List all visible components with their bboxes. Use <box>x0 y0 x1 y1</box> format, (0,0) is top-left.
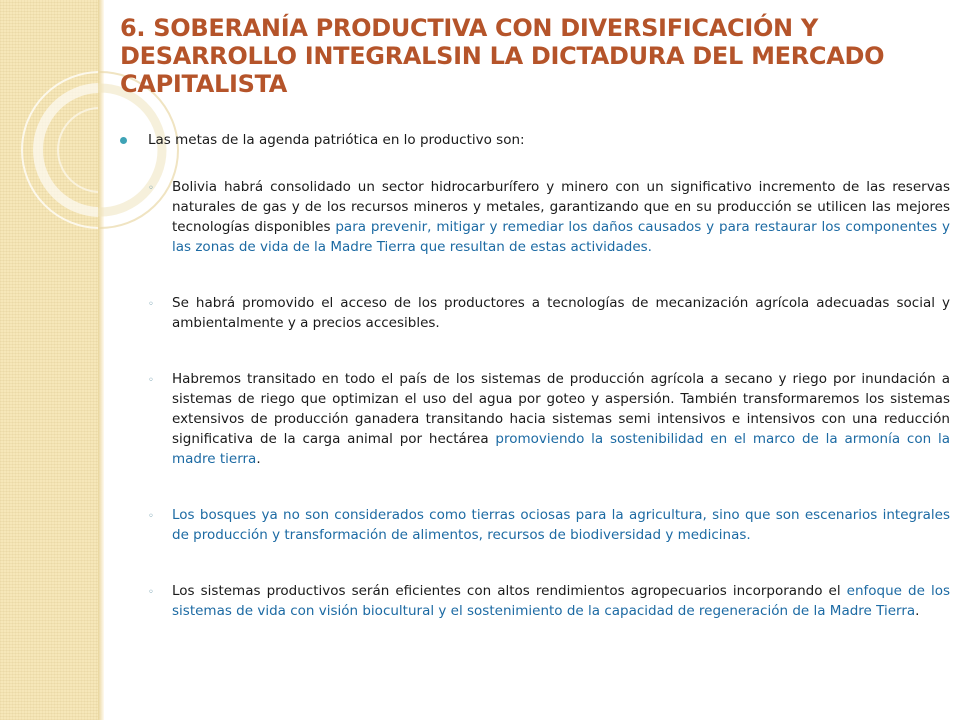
ring-bullet-icon: ◦ <box>148 375 154 386</box>
item-highlight: Los bosques ya no son considerados como tierras ociosas para la agricultura, sino que son escenarios integrales de producción y transformación de alimentos, recursos de biodiversidad y medicinas. <box>172 507 950 543</box>
slide-body <box>118 130 950 621</box>
list-item <box>118 177 950 257</box>
ring-bullet-icon: ◦ <box>148 183 154 194</box>
bullet-dot-icon <box>120 137 127 144</box>
item-text: Se habrá promovido el acceso de los productores a tecnologías de mecanización agrícola adecuadas social y ambientalmente y a precios accesibles. <box>172 295 950 331</box>
item-tail: . <box>915 603 920 619</box>
intro-bullet <box>118 130 950 150</box>
item-text: Habremos transitado en todo el país de los sistemas de producción agrícola a secano y riego por inundación a sistemas de riego que optimizan el uso del agua por goteo y aspersión. También transformaremos los sistemas extensivos de producción ganadera transitando hacia sistemas semi intensivos e intensivos con una reducción significativa de la carga animal por hectárea <box>172 371 950 447</box>
item-text: Bolivia habrá consolidado un sector hidrocarburífero y minero con un significativo incremento de las reservas naturales de gas y de los recursos mineros y metales, garantizando que en su producción se utilicen las mejores tecnologías disponibles <box>172 179 950 235</box>
ring-bullet-icon: ◦ <box>148 511 154 522</box>
item-highlight: enfoque de los sistemas de vida con visión biocultural y el sostenimiento de la capacidad de regeneración de la Madre Tierra <box>172 583 950 619</box>
list-item <box>118 581 950 621</box>
ring-bullet-icon: ◦ <box>148 299 154 310</box>
item-tail: . <box>256 451 261 467</box>
item-text: Los sistemas productivos serán eficientes con altos rendimientos agropecuarios incorporando el <box>172 583 847 599</box>
intro-text: Las metas de la agenda patriótica en lo productivo son: <box>148 132 525 148</box>
item-highlight: promoviendo la sostenibilidad en el marco de la armonía con la madre tierra <box>172 431 950 467</box>
slide-title: 6. SOBERANÍA PRODUCTIVA CON DIVERSIFICACIÓN Y DESARROLLO INTEGRALSIN LA DICTADURA DEL MERCADO CAPITALISTA <box>120 14 885 98</box>
list-item <box>118 369 950 469</box>
ring-bullet-icon: ◦ <box>148 587 154 598</box>
item-highlight: para prevenir, mitigar y remediar los daños causados y para restaurar los componentes y las zonas de vida de la Madre Tierra que resultan de estas actividades. <box>172 219 950 255</box>
list-item <box>118 505 950 545</box>
list-item <box>118 293 950 333</box>
